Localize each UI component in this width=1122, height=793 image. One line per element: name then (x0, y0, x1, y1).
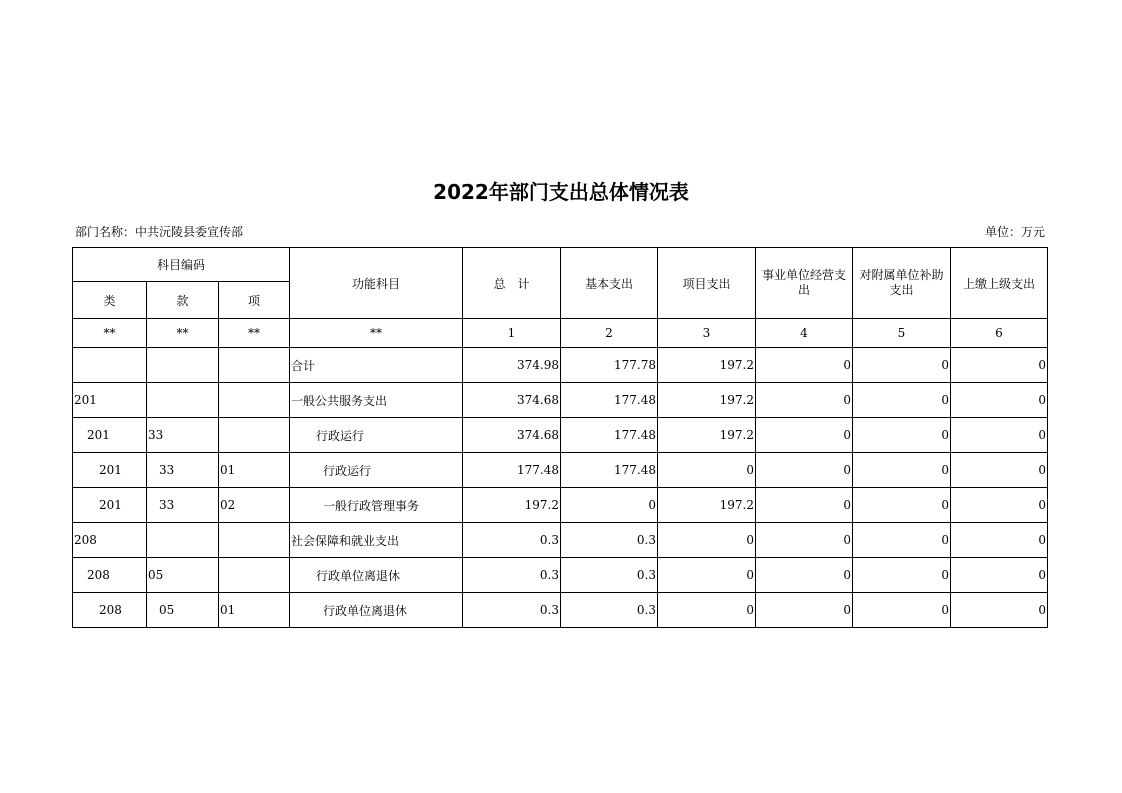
index-cell: 4 (756, 319, 853, 348)
value-subsidiary: 0 (853, 488, 951, 523)
value-business: 0 (756, 488, 853, 523)
table-row (73, 453, 1048, 488)
header-business: 事业单位经营支出 (756, 248, 853, 319)
index-cell: 5 (853, 319, 951, 348)
table-row (73, 523, 1048, 558)
value-business: 0 (756, 453, 853, 488)
header-total: 总 计 (463, 248, 561, 319)
function-subject: 社会保障和就业支出 (290, 523, 463, 558)
page-title: 2022年部门支出总体情况表 (433, 180, 689, 204)
header-basic: 基本支出 (561, 248, 658, 319)
index-cell: ** (219, 319, 290, 348)
header-upper: 上缴上级支出 (951, 248, 1048, 319)
code-section: 33 (147, 418, 219, 453)
code-item: 01 (219, 593, 290, 628)
value-subsidiary: 0 (853, 558, 951, 593)
code-section: 05 (147, 593, 219, 628)
table-row (73, 593, 1048, 628)
table-row (73, 348, 1048, 383)
value-total: 177.48 (463, 453, 561, 488)
code-section: 33 (147, 453, 219, 488)
value-upper: 0 (951, 453, 1048, 488)
value-basic: 0.3 (561, 558, 658, 593)
value-basic: 177.48 (561, 383, 658, 418)
value-business: 0 (756, 418, 853, 453)
value-upper: 0 (951, 488, 1048, 523)
value-subsidiary: 0 (853, 348, 951, 383)
function-subject: 合计 (290, 348, 463, 383)
value-upper: 0 (951, 383, 1048, 418)
value-upper: 0 (951, 593, 1048, 628)
function-subject: 行政运行 (290, 453, 463, 488)
value-basic: 177.48 (561, 453, 658, 488)
index-cell: 3 (658, 319, 756, 348)
code-class: 201 (73, 488, 147, 523)
value-basic: 0.3 (561, 593, 658, 628)
index-cell: 6 (951, 319, 1048, 348)
value-basic: 177.78 (561, 348, 658, 383)
value-total: 0.3 (463, 558, 561, 593)
code-section (147, 383, 219, 418)
value-project: 0 (658, 453, 756, 488)
header-subsidiary: 对附属单位补助支出 (853, 248, 951, 319)
code-class: 208 (73, 523, 147, 558)
code-item (219, 558, 290, 593)
value-total: 0.3 (463, 593, 561, 628)
value-project: 0 (658, 593, 756, 628)
value-business: 0 (756, 348, 853, 383)
value-subsidiary: 0 (853, 593, 951, 628)
code-item (219, 383, 290, 418)
code-item (219, 348, 290, 383)
value-project: 0 (658, 558, 756, 593)
value-upper: 0 (951, 348, 1048, 383)
function-subject: 一般行政管理事务 (290, 488, 463, 523)
value-basic: 0 (561, 488, 658, 523)
code-section (147, 523, 219, 558)
unit-label: 单位：万元 (984, 225, 1045, 239)
value-total: 0.3 (463, 523, 561, 558)
index-cell: ** (73, 319, 147, 348)
code-class (73, 348, 147, 383)
value-upper: 0 (951, 558, 1048, 593)
code-section: 33 (147, 488, 219, 523)
code-item: 02 (219, 488, 290, 523)
code-section (147, 348, 219, 383)
expenditure-table (72, 247, 1048, 628)
value-subsidiary: 0 (853, 453, 951, 488)
function-subject: 一般公共服务支出 (290, 383, 463, 418)
value-subsidiary: 0 (853, 523, 951, 558)
table-row (73, 383, 1048, 418)
function-subject: 行政单位离退休 (290, 558, 463, 593)
value-business: 0 (756, 523, 853, 558)
code-class: 201 (73, 418, 147, 453)
value-subsidiary: 0 (853, 418, 951, 453)
table-row (73, 418, 1048, 453)
value-upper: 0 (951, 523, 1048, 558)
value-project: 197.2 (658, 418, 756, 453)
value-total: 197.2 (463, 488, 561, 523)
department-name: 部门名称：中共沅陵县委宣传部 (75, 225, 244, 239)
index-cell: ** (290, 319, 463, 348)
value-project: 197.2 (658, 348, 756, 383)
function-subject: 行政运行 (290, 418, 463, 453)
value-business: 0 (756, 593, 853, 628)
value-basic: 177.48 (561, 418, 658, 453)
table-row (73, 558, 1048, 593)
value-basic: 0.3 (561, 523, 658, 558)
header-function-subject: 功能科目 (290, 248, 463, 319)
value-total: 374.68 (463, 383, 561, 418)
index-cell: ** (147, 319, 219, 348)
value-business: 0 (756, 383, 853, 418)
value-project: 197.2 (658, 488, 756, 523)
value-project: 197.2 (658, 383, 756, 418)
index-cell: 1 (463, 319, 561, 348)
code-section: 05 (147, 558, 219, 593)
code-class: 201 (73, 383, 147, 418)
code-item (219, 523, 290, 558)
code-item (219, 418, 290, 453)
header-project: 项目支出 (658, 248, 756, 319)
value-total: 374.98 (463, 348, 561, 383)
header-class: 类 (73, 282, 147, 319)
value-business: 0 (756, 558, 853, 593)
value-total: 374.68 (463, 418, 561, 453)
value-upper: 0 (951, 418, 1048, 453)
function-subject: 行政单位离退休 (290, 593, 463, 628)
value-subsidiary: 0 (853, 383, 951, 418)
value-project: 0 (658, 523, 756, 558)
header-item: 项 (219, 282, 290, 319)
code-class: 201 (73, 453, 147, 488)
header-item-section: 款 (147, 282, 219, 319)
index-cell: 2 (561, 319, 658, 348)
code-class: 208 (73, 558, 147, 593)
header-subject-code: 科目编码 (73, 248, 290, 282)
table-row (73, 488, 1048, 523)
code-item: 01 (219, 453, 290, 488)
code-class: 208 (73, 593, 147, 628)
